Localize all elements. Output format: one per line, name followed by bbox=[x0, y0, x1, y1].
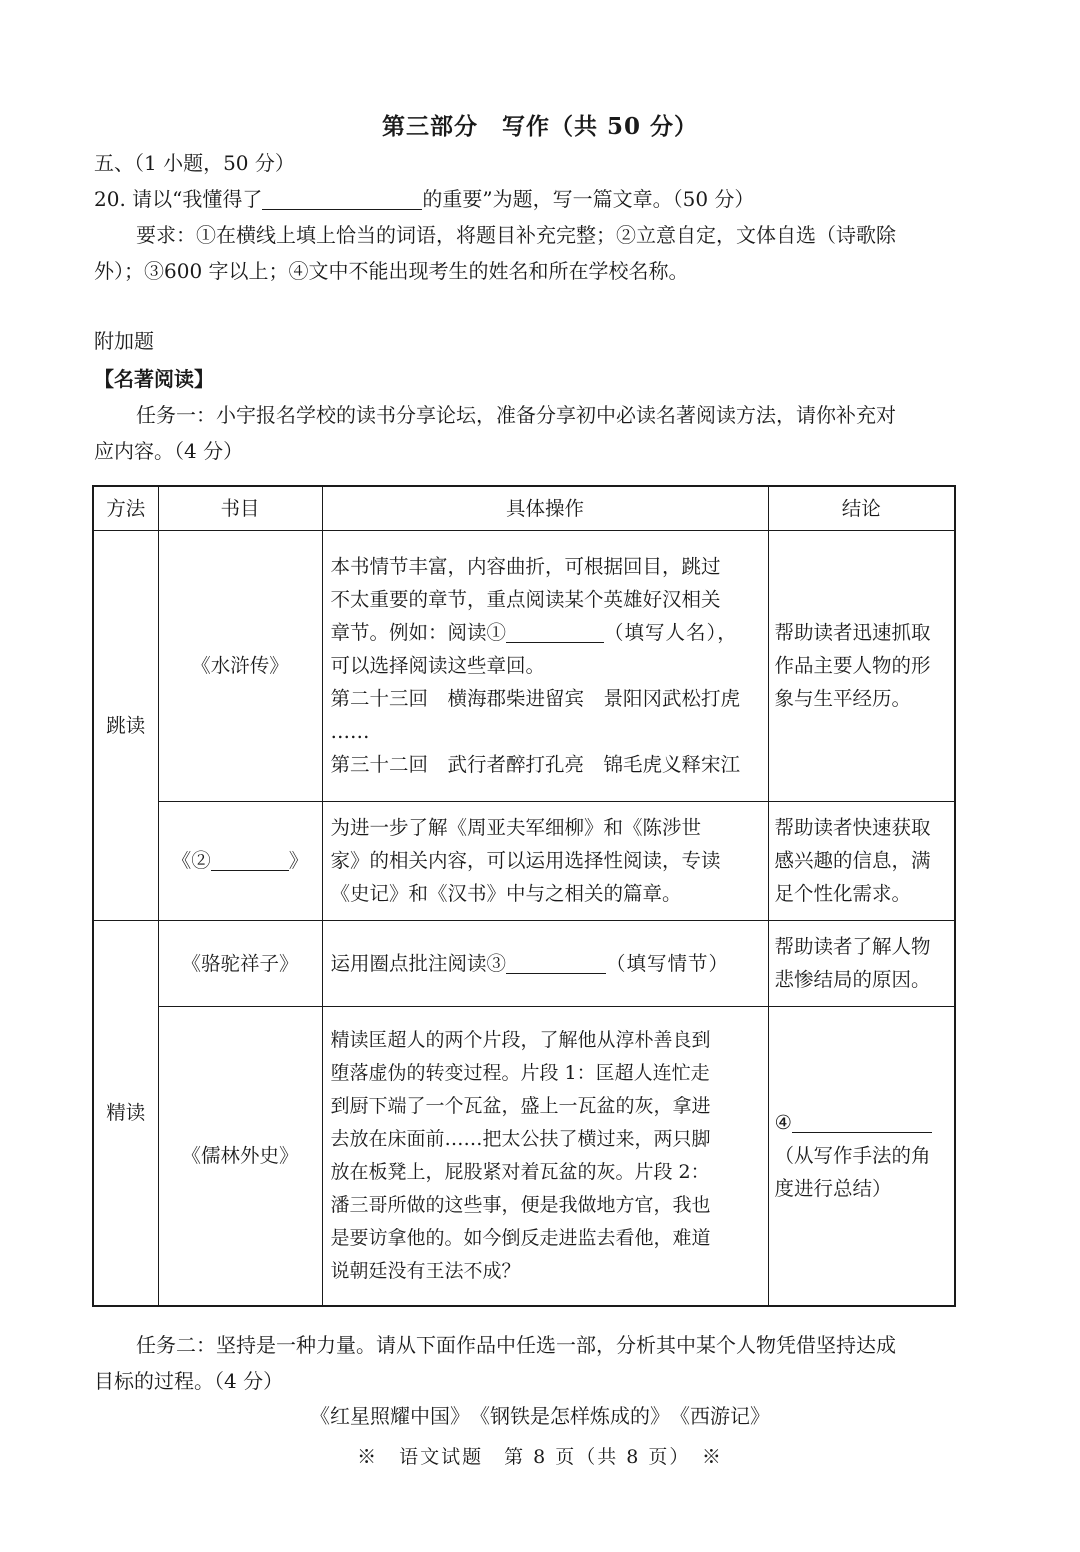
conclusion-shiji bbox=[768, 801, 955, 920]
operation-luotuo bbox=[322, 920, 768, 1006]
header-operation: 具体操作 bbox=[322, 486, 768, 530]
blank-1 bbox=[506, 620, 604, 643]
header-book: 书目 bbox=[158, 486, 322, 530]
title-blank bbox=[262, 187, 422, 210]
blank-4 bbox=[792, 1110, 932, 1133]
section-heading: 五、（1 小题，50 分） bbox=[94, 151, 295, 175]
question-20-suffix: 的重要”为题，写一篇文章。（50 分） bbox=[422, 187, 755, 211]
op-line: …… bbox=[330, 720, 370, 743]
op-line-blank-1 bbox=[331, 616, 760, 649]
conclusion-line: 度进行总结） bbox=[774, 1177, 892, 1201]
task2-line-1: 任务二：坚持是一种力量。请从下面作品中任选一部，分析其中某个人物凭借坚持达成 bbox=[136, 1333, 896, 1357]
op-line: 本书情节丰富，内容曲折，可根据回目，跳过 bbox=[330, 555, 721, 578]
op-text: （填写情节） bbox=[606, 951, 730, 975]
requirements-line-2: 外）；③600 字以上；④文中不能出现考生的姓名和所在学校名称。 bbox=[94, 259, 689, 283]
question-20 bbox=[94, 182, 754, 216]
reading-methods-table bbox=[92, 485, 956, 1307]
requirements-line-1: 要求：①在横线上填上恰当的词语，将题目补充完整；②立意自定，文体自选（诗歌除 bbox=[136, 223, 896, 247]
task2-book-list: 《红星照耀中国》 《钢铁是怎样炼成的》 《西游记》 bbox=[310, 1404, 770, 1428]
conclusion-line: 悲惨结局的原因。 bbox=[774, 968, 931, 991]
book-rulin: 《儒林外史》 bbox=[158, 1006, 322, 1306]
op-line: 为进一步了解《周亚夫军细柳》和《陈涉世 bbox=[330, 816, 702, 839]
conclusion-rulin bbox=[768, 1006, 955, 1306]
blank-2 bbox=[211, 848, 289, 871]
conclusion-line: 帮助读者迅速抓取 bbox=[774, 621, 931, 644]
op-line: 放在板凳上，屁股紧对着瓦盆的灰。片段 2： bbox=[330, 1160, 710, 1183]
book-open: 《② bbox=[171, 849, 211, 872]
table-row-blank-2 bbox=[93, 801, 955, 920]
task1-line-1: 任务一：小宇报名学校的读书分享论坛，准备分享初中必读名著阅读方法，请你补充对 bbox=[136, 403, 896, 427]
op-line: 潘三哥所做的这些事，便是我做地方官，我也 bbox=[330, 1193, 711, 1216]
extra-subtitle: 【名著阅读】 bbox=[94, 367, 214, 391]
op-text: 运用圈点批注阅读③ bbox=[330, 951, 507, 975]
book-shuihu: 《水浒传》 bbox=[158, 530, 322, 801]
op-line: 家》的相关内容，可以运用选择性阅读，专读 bbox=[330, 849, 721, 872]
op-text: 章节。例如：阅读① bbox=[330, 621, 507, 644]
header-method: 方法 bbox=[93, 486, 158, 530]
op-line: 是要访拿他的。如今倒反走进监去看他，难道 bbox=[330, 1226, 711, 1249]
op-line: 去放在床面前……把太公扶了横过来，两只脚 bbox=[330, 1127, 711, 1150]
conclusion-line: 帮助读者快速获取 bbox=[774, 816, 931, 839]
table-header-row bbox=[93, 486, 955, 530]
table-row-luotuo bbox=[93, 920, 955, 1006]
book-luotuo: 《骆驼祥子》 bbox=[158, 920, 322, 1006]
op-line: 第三十二回 武行者醉打孔亮 锦毛虎义释宋江 bbox=[330, 753, 741, 776]
method-skip-reading: 跳读 bbox=[93, 530, 158, 920]
op-line: 到厨下端了一个瓦盆，盛上一瓦盆的灰，拿进 bbox=[330, 1094, 711, 1117]
op-line: 可以选择阅读这些章回。 bbox=[330, 654, 546, 677]
circled-4: ④ bbox=[774, 1111, 792, 1135]
conclusion-line: 象与生平经历。 bbox=[774, 687, 912, 710]
header-conclusion: 结论 bbox=[768, 486, 955, 530]
blank-3 bbox=[506, 951, 606, 974]
op-text: （填写人名）， bbox=[604, 621, 738, 644]
book-blank-2 bbox=[158, 801, 322, 920]
op-line: 《史记》和《汉书》中与之相关的篇章。 bbox=[330, 882, 682, 905]
conclusion-blank-4 bbox=[775, 1106, 949, 1139]
conclusion-line: （从写作手法的角 bbox=[774, 1144, 931, 1168]
part-title: 第三部分 写作（共 50 分） bbox=[381, 113, 699, 140]
question-20-prefix: 20. 请以“我懂得了 bbox=[94, 187, 263, 211]
conclusion-line: 感兴趣的信息，满 bbox=[774, 849, 931, 872]
op-line: 说朝廷没有王法不成？ bbox=[330, 1259, 521, 1282]
conclusion-shuihu bbox=[768, 530, 955, 801]
operation-rulin bbox=[322, 1006, 768, 1306]
op-line: 精读匡超人的两个片段，了解他从淳朴善良到 bbox=[330, 1028, 711, 1051]
conclusion-line: 作品主要人物的形 bbox=[774, 654, 931, 677]
operation-shuihu bbox=[322, 530, 768, 801]
conclusion-line: 帮助读者了解人物 bbox=[774, 935, 931, 958]
conclusion-line: 足个性化需求。 bbox=[774, 882, 912, 905]
task1-line-2: 应内容。（4 分） bbox=[94, 439, 244, 463]
op-line: 不太重要的章节，重点阅读某个英雄好汉相关 bbox=[330, 588, 721, 611]
task2-line-2: 目标的过程。（4 分） bbox=[94, 1369, 284, 1393]
method-intensive-reading: 精读 bbox=[93, 920, 158, 1306]
operation-shiji bbox=[322, 801, 768, 920]
op-line: 堕落虚伪的转变过程。片段 1：匡超人连忙走 bbox=[330, 1061, 710, 1084]
extra-title: 附加题 bbox=[94, 329, 154, 353]
page-footer: ※ 语文试题 第 8 页（共 8 页） ※ bbox=[357, 1446, 723, 1468]
conclusion-luotuo bbox=[768, 920, 955, 1006]
book-close: 》 bbox=[288, 849, 309, 872]
op-line: 第二十三回 横海郡柴进留宾 景阳冈武松打虎 bbox=[330, 687, 741, 710]
table-row-shuihu bbox=[93, 530, 955, 801]
table-row-rulin bbox=[93, 1006, 955, 1306]
